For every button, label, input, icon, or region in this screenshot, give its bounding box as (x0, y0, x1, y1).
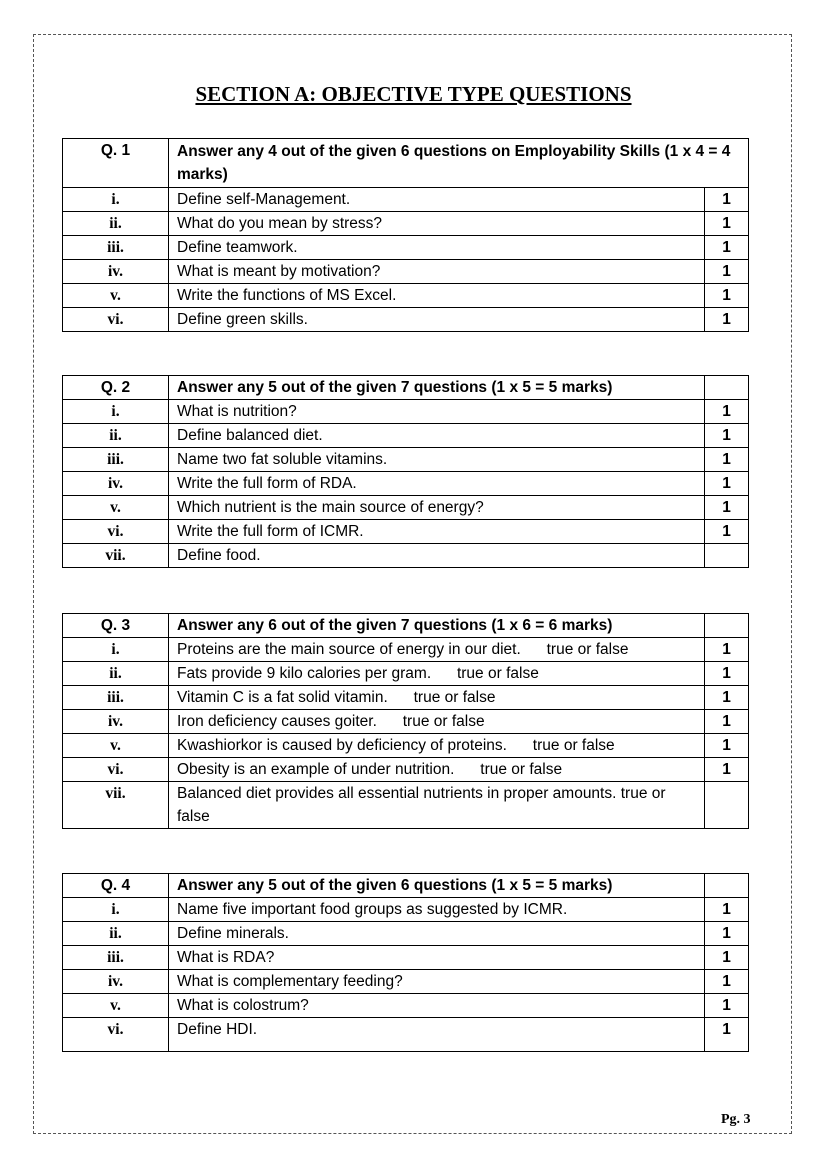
item-mark: 1 (705, 308, 749, 332)
table-row (63, 1018, 749, 1052)
item-mark: 1 (705, 662, 749, 686)
item-text: Define green skills. (169, 308, 705, 332)
question-table-1 (62, 138, 749, 332)
table-row (63, 710, 749, 734)
table-row (63, 994, 749, 1018)
item-mark: 1 (705, 922, 749, 946)
item-text: Write the full form of ICMR. (169, 520, 705, 544)
item-mark (705, 376, 749, 400)
item-mark: 1 (705, 734, 749, 758)
question-header (63, 874, 749, 898)
item-number: v. (63, 496, 169, 520)
item-mark: 1 (705, 236, 749, 260)
question-label: Q. 1 (63, 139, 169, 188)
item-mark: 1 (705, 638, 749, 662)
table-row (63, 188, 749, 212)
item-number: iv. (63, 970, 169, 994)
question-header (63, 376, 749, 400)
question-header (63, 139, 749, 188)
table-row (63, 946, 749, 970)
item-mark: 1 (705, 898, 749, 922)
table-row (63, 686, 749, 710)
item-number: iv. (63, 260, 169, 284)
item-mark: 1 (705, 496, 749, 520)
item-number: iii. (63, 448, 169, 472)
question-table-2 (62, 375, 749, 568)
item-text: What is RDA? (169, 946, 705, 970)
item-text: Define HDI. (169, 1018, 705, 1052)
item-mark: 1 (705, 260, 749, 284)
table-row (63, 212, 749, 236)
table-row (63, 472, 749, 496)
table-row (63, 260, 749, 284)
table-row (63, 308, 749, 332)
item-number: vii. (63, 544, 169, 568)
item-text: Name five important food groups as suggested by ICMR. (169, 898, 705, 922)
table-row (63, 544, 749, 568)
table-row (63, 758, 749, 782)
item-number: i. (63, 188, 169, 212)
table-row (63, 662, 749, 686)
item-mark (705, 614, 749, 638)
page-number: Pg. 3 (721, 1112, 751, 1127)
question-instruction: Answer any 5 out of the given 7 questions (1 x 5 = 5 marks) (169, 376, 705, 400)
item-text: Proteins are the main source of energy in our diet. true or false (169, 638, 705, 662)
item-text: Kwashiorkor is caused by deficiency of proteins. true or false (169, 734, 705, 758)
item-text: Which nutrient is the main source of energy? (169, 496, 705, 520)
item-text: What is meant by motivation? (169, 260, 705, 284)
item-number: vi. (63, 758, 169, 782)
table-row (63, 236, 749, 260)
table-row (63, 970, 749, 994)
item-number: ii. (63, 662, 169, 686)
item-mark: 1 (705, 946, 749, 970)
item-mark: 1 (705, 970, 749, 994)
item-text: Write the full form of RDA. (169, 472, 705, 496)
question-header (63, 614, 749, 638)
table-row (63, 898, 749, 922)
question-label: Q. 2 (63, 376, 169, 400)
item-text: Balanced diet provides all essential nutrients in proper amounts. true or false (169, 782, 705, 829)
item-text: What is nutrition? (169, 400, 705, 424)
table-row (63, 734, 749, 758)
item-number: iii. (63, 946, 169, 970)
item-number: v. (63, 994, 169, 1018)
item-text: Define minerals. (169, 922, 705, 946)
item-mark: 1 (705, 424, 749, 448)
question-table-3 (62, 613, 749, 829)
item-mark: 1 (705, 994, 749, 1018)
item-text: Fats provide 9 kilo calories per gram. true or false (169, 662, 705, 686)
question-table-4 (62, 873, 749, 1052)
item-mark (705, 874, 749, 898)
item-number: vi. (63, 520, 169, 544)
section-title: SECTION A: OBJECTIVE TYPE QUESTIONS (195, 82, 632, 106)
table-row (63, 496, 749, 520)
item-number: v. (63, 734, 169, 758)
item-number: ii. (63, 424, 169, 448)
question-label: Q. 3 (63, 614, 169, 638)
item-number: vi. (63, 1018, 169, 1052)
item-text: Write the functions of MS Excel. (169, 284, 705, 308)
table-row (63, 424, 749, 448)
item-mark: 1 (705, 188, 749, 212)
item-number: ii. (63, 922, 169, 946)
item-number: i. (63, 400, 169, 424)
item-mark: 1 (705, 448, 749, 472)
item-mark (705, 782, 749, 829)
table-row (63, 400, 749, 424)
item-number: vii. (63, 782, 169, 829)
item-text: Define food. (169, 544, 705, 568)
table-row (63, 638, 749, 662)
table-row (63, 520, 749, 544)
item-text: Iron deficiency causes goiter. true or false (169, 710, 705, 734)
item-number: iv. (63, 472, 169, 496)
table-row (63, 782, 749, 829)
table-row (63, 922, 749, 946)
item-number: iv. (63, 710, 169, 734)
table-row (63, 448, 749, 472)
item-number: v. (63, 284, 169, 308)
item-mark: 1 (705, 710, 749, 734)
item-text: What is colostrum? (169, 994, 705, 1018)
item-mark: 1 (705, 1018, 749, 1052)
item-number: i. (63, 638, 169, 662)
item-mark: 1 (705, 284, 749, 308)
item-mark: 1 (705, 400, 749, 424)
item-mark (705, 544, 749, 568)
item-number: iii. (63, 236, 169, 260)
item-mark: 1 (705, 686, 749, 710)
item-text: Vitamin C is a fat solid vitamin. true or false (169, 686, 705, 710)
item-text: What is complementary feeding? (169, 970, 705, 994)
item-number: ii. (63, 212, 169, 236)
item-mark: 1 (705, 212, 749, 236)
item-text: Name two fat soluble vitamins. (169, 448, 705, 472)
table-row (63, 284, 749, 308)
question-instruction: Answer any 5 out of the given 6 questions (1 x 5 = 5 marks) (169, 874, 705, 898)
question-instruction: Answer any 6 out of the given 7 questions (1 x 6 = 6 marks) (169, 614, 705, 638)
item-mark: 1 (705, 472, 749, 496)
question-instruction: Answer any 4 out of the given 6 questions on Employability Skills (1 x 4 = 4 marks) (169, 139, 749, 188)
item-number: vi. (63, 308, 169, 332)
item-mark: 1 (705, 520, 749, 544)
item-mark: 1 (705, 758, 749, 782)
item-text: Define balanced diet. (169, 424, 705, 448)
item-text: Define self-Management. (169, 188, 705, 212)
item-text: Define teamwork. (169, 236, 705, 260)
item-number: i. (63, 898, 169, 922)
item-text: Obesity is an example of under nutrition. true or false (169, 758, 705, 782)
item-number: iii. (63, 686, 169, 710)
item-text: What do you mean by stress? (169, 212, 705, 236)
question-label: Q. 4 (63, 874, 169, 898)
